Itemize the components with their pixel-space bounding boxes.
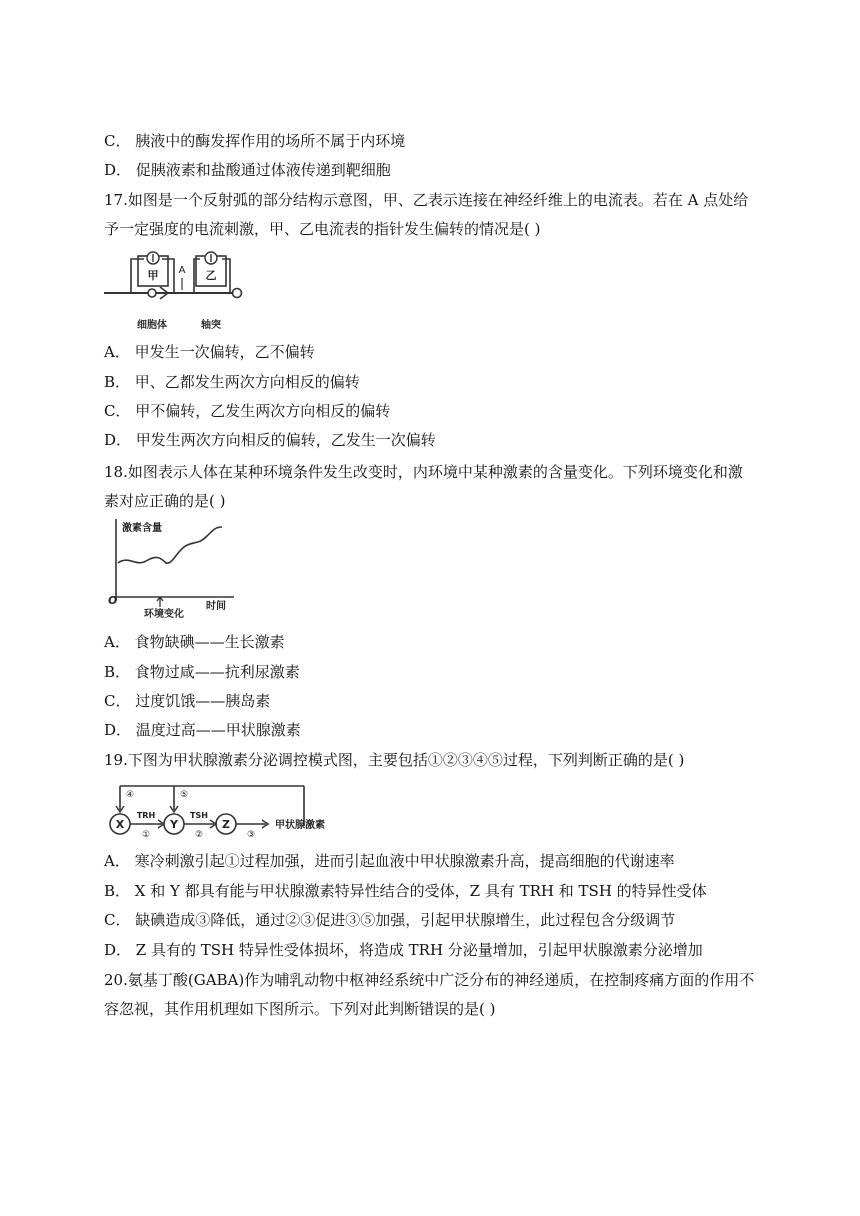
q19-option-d: D． Z 具有的 TSH 特异性受体损坏，将造成 TRH 分泌量增加，引起甲状腺激素分泌增加 bbox=[104, 941, 703, 959]
origin-label: O bbox=[108, 594, 118, 607]
cell-body-label: 细胞体 bbox=[137, 320, 167, 331]
axon-label: 轴突 bbox=[201, 320, 221, 331]
q18-option-a: A． 食物缺碘——生长激素 bbox=[104, 633, 285, 651]
event-label: 环境变化 bbox=[144, 609, 184, 620]
thyroid-hormone-label: 甲状腺激素 bbox=[275, 820, 325, 831]
meter-jia-label: 甲 bbox=[147, 269, 159, 282]
q16-option-c: C． 胰液中的酶发挥作用的场所不属于内环境 bbox=[104, 132, 406, 150]
q20-stem-line1: 20.氨基丁酸(GABA)作为哺乳动物中枢神经系统中广泛分布的神经递质，在控制疼痛方面的作用不 bbox=[104, 971, 755, 989]
process-1: ① bbox=[141, 830, 151, 840]
trh-label: TRH bbox=[136, 811, 156, 820]
q17-stem-line1: 17.如图是一个反射弧的部分结构示意图，甲、乙表示连接在神经纤维上的电流表。若在 A 点处给 bbox=[104, 191, 749, 209]
process-3: ③ bbox=[246, 830, 256, 840]
node-y: Y bbox=[170, 818, 178, 831]
q17-stem-line2: 予一定强度的电流刺激，甲、乙电流表的指针发生偏转的情况是( ) bbox=[104, 220, 541, 238]
meter-yi-label: 乙 bbox=[205, 269, 217, 282]
q18-option-c: C． 过度饥饿——胰岛素 bbox=[104, 692, 271, 710]
node-z: Z bbox=[222, 818, 230, 831]
process-4: ④ bbox=[125, 790, 135, 800]
y-axis-label: 激素含量 bbox=[122, 523, 162, 534]
q19-option-b: B． X 和 Y 都具有能与甲状腺激素特异性结合的受体，Z 具有 TRH 和 TSH 的特异性受体 bbox=[104, 882, 707, 900]
point-a-label: A bbox=[178, 265, 186, 276]
q17-option-d: D． 甲发生两次方向相反的偏转，乙发生一次偏转 bbox=[104, 431, 436, 449]
node-x: X bbox=[115, 818, 125, 831]
q18-stem-line1: 18.如图表示人体在某种环境条件发生改变时，内环境中某种激素的含量变化。下列环境变化和激 bbox=[104, 463, 743, 481]
q16-option-d: D． 促胰液素和盐酸通过体液传递到靶细胞 bbox=[104, 161, 391, 179]
thyroid-regulation-figure bbox=[104, 782, 344, 842]
q20-stem-line2: 容忽视，其作用机理如下图所示。下列对此判断错误的是( ) bbox=[104, 1000, 496, 1018]
q17-option-b: B． 甲、乙都发生两次方向相反的偏转 bbox=[104, 373, 360, 391]
q19-option-c: C． 缺碘造成③降低，通过②③促进③⑤加强，引起甲状腺增生，此过程包含分级调节 bbox=[104, 911, 676, 929]
q19-option-a: A． 寒冷刺激引起①过程加强，进而引起血液中甲状腺激素升高，提高细胞的代谢速率 bbox=[104, 852, 675, 870]
process-5: ⑤ bbox=[179, 790, 189, 800]
q17-option-c: C． 甲不偏转，乙发生两次方向相反的偏转 bbox=[104, 402, 391, 420]
process-2: ② bbox=[194, 830, 204, 840]
q17-option-a: A． 甲发生一次偏转，乙不偏转 bbox=[104, 343, 315, 361]
q18-option-b: B． 食物过咸——抗利尿激素 bbox=[104, 663, 300, 681]
tsh-label: TSH bbox=[190, 811, 208, 820]
q19-stem: 19.下图为甲状腺激素分泌调控模式图，主要包括①②③④⑤过程，下列判断正确的是( ) bbox=[104, 751, 685, 769]
reflex-arc-figure bbox=[104, 244, 254, 334]
hormone-curve-figure bbox=[104, 515, 239, 620]
q18-option-d: D． 温度过高——甲状腺激素 bbox=[104, 721, 301, 739]
q18-stem-line2: 素对应正确的是( ) bbox=[104, 492, 226, 510]
x-axis-label: 时间 bbox=[206, 601, 226, 612]
